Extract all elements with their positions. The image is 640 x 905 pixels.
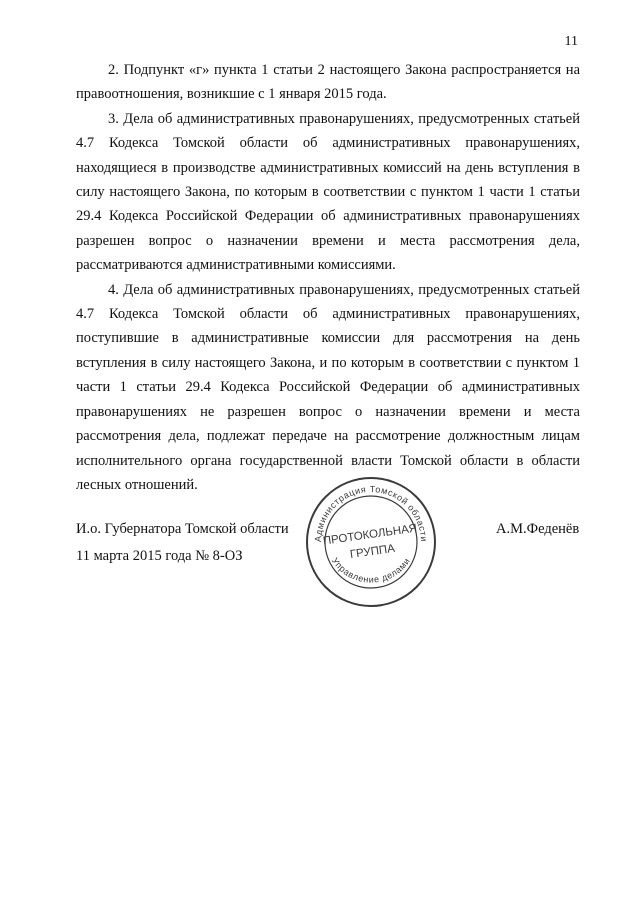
document-date-number: 11 марта 2015 года № 8-ОЗ: [76, 548, 243, 564]
official-stamp: [303, 474, 439, 610]
stamp-center-line-1: ПРОТОКОЛЬНАЯ: [322, 522, 418, 548]
page-number: 11: [564, 34, 578, 49]
paragraph-4: 4. Дела об административных правонарушениях, предусмотренных статьей 4.7 Кодекса Томской области об административных правонарушениях, поступившие в административные комиссии для рассмотрения на день вступления в силу настоящего Закона, и по которым в соответствии с пунктом 1 части 1 статьи 29.4 Кодекса Российской Федерации об административных правонарушениях не разрешен вопрос о назначении времени и места рассмотрения дела, подлежат передаче на рассмотрение должностным лицам исполнительного органа государственной власти Томской области в области лесных отношений.: [76, 281, 580, 493]
stamp-center-line-2: ГРУППА: [349, 542, 396, 561]
paragraph-3: 3. Дела об административных правонарушениях, предусмотренных статьей 4.7 Кодекса Томской области об административных правонарушениях, находящиеся в производстве административных комиссий на день вступления в силу настоящего Закона, по которым в соответствии с пунктом 1 части 1 статьи 29.4 Кодекса Российской Федерации об административных правонарушениях разрешен вопрос о назначении времени и места рассмотрения дела, рассматриваются административными комиссиями.: [76, 110, 580, 274]
stamp-outer-text: Администрация Томской области: [312, 483, 430, 543]
paragraph-2: 2. Подпункт «г» пункта 1 статьи 2 настоящего Закона распространяется на правоотношения, возникшие с 1 января 2015 года.: [76, 62, 580, 103]
signer-name: А.М.Феденёв: [496, 521, 580, 537]
stamp-bottom-text: Управление делами: [329, 555, 413, 585]
signer-title: И.о. Губернатора Томской области: [76, 521, 289, 537]
